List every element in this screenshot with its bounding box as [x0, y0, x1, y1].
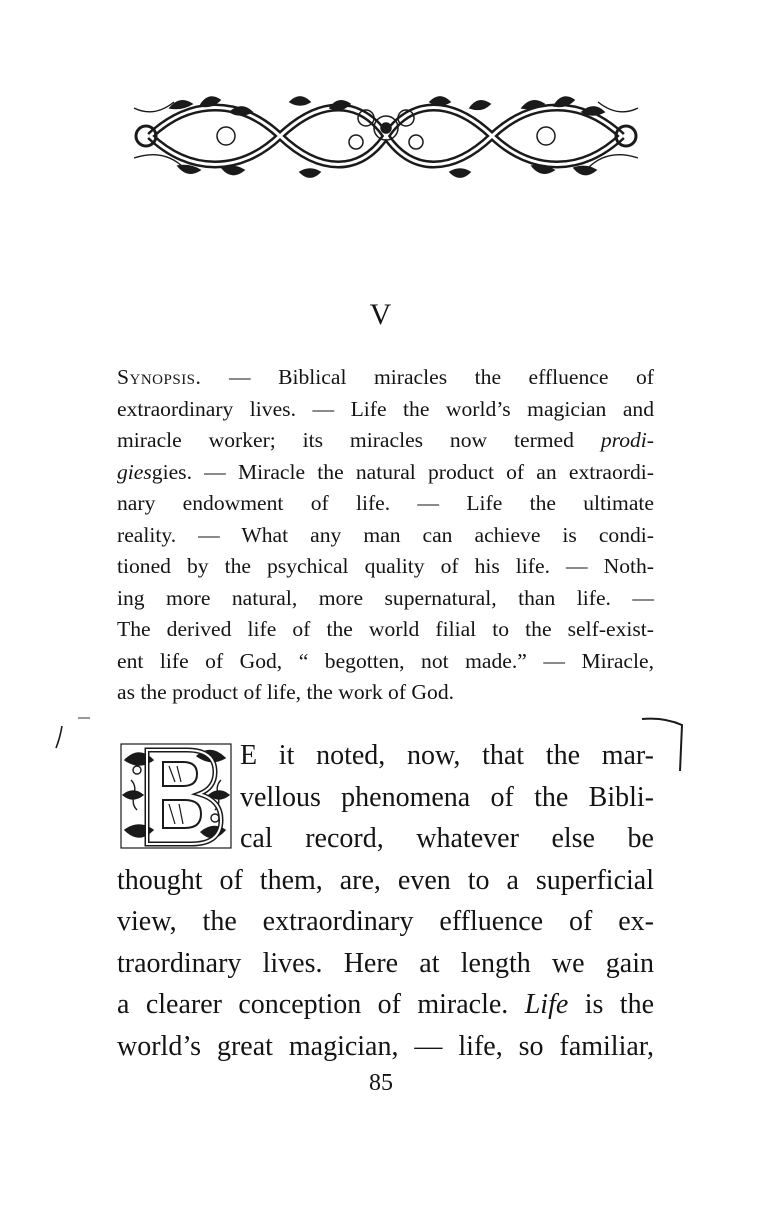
synopsis-line: tioned by the psychical quality of his life. — Noth-: [117, 554, 654, 578]
body-line: view, the extraordinary effluence of ex-: [117, 906, 654, 937]
body-line: [117, 984, 654, 1026]
page-number: 85: [369, 1070, 393, 1096]
synopsis-line: ing more natural, more supernatural, than life. —: [117, 585, 654, 610]
chapter-number: V: [369, 298, 393, 331]
synopsis-line: [117, 425, 654, 457]
synopsis-italic-word-cont: gies: [117, 459, 152, 484]
synopsis-line-text: gies. — Miracle the natural product of an extraordi-: [151, 459, 654, 484]
body-line: world’s great magician, — life, so familiar,: [117, 1030, 654, 1062]
body-text: [117, 735, 654, 1067]
synopsis-line-text: — Biblical miracles the effluence of: [201, 365, 654, 389]
body-line: cal record, whatever else be: [240, 823, 654, 854]
synopsis-line: extraordinary lives. — Life the world’s magician and: [117, 396, 654, 421]
synopsis-italic-word: prodi-: [600, 428, 654, 452]
synopsis-label: Synopsis.: [117, 365, 202, 389]
body-line: vellous phenomena of the Bibli-: [240, 781, 654, 813]
body-line-text: a clearer conception of miracle.: [117, 989, 525, 1020]
synopsis-line: [117, 362, 654, 394]
margin-mark-right: [640, 716, 690, 772]
margin-mark-left: [52, 712, 96, 752]
body-line-text: E it noted, now, that the mar-: [240, 740, 654, 771]
synopsis-line: reality. — What any man can achieve is condi-: [117, 522, 654, 547]
synopsis-line-text: miracle worker; its miracles now termed: [117, 428, 601, 452]
synopsis-line: nary endowment of life. — Life the ultimate: [117, 491, 654, 515]
header-ornament: [130, 88, 642, 186]
synopsis-line: ent life of God, “ begotten, not made.” — Miracle,: [117, 648, 654, 673]
synopsis-line: [117, 457, 654, 489]
synopsis-line: The derived life of the world filial to the self-exist-: [117, 617, 654, 641]
synopsis-line: as the product of life, the work of God.: [117, 680, 455, 704]
body-line: [117, 735, 654, 777]
body-line: thought of them, are, even to a superficial: [117, 864, 654, 896]
body-line: traordinary lives. Here at length we gain: [117, 947, 654, 979]
synopsis: [117, 362, 654, 709]
body-line-tail: is the: [568, 989, 654, 1020]
body-italic-word: Life: [524, 989, 569, 1020]
